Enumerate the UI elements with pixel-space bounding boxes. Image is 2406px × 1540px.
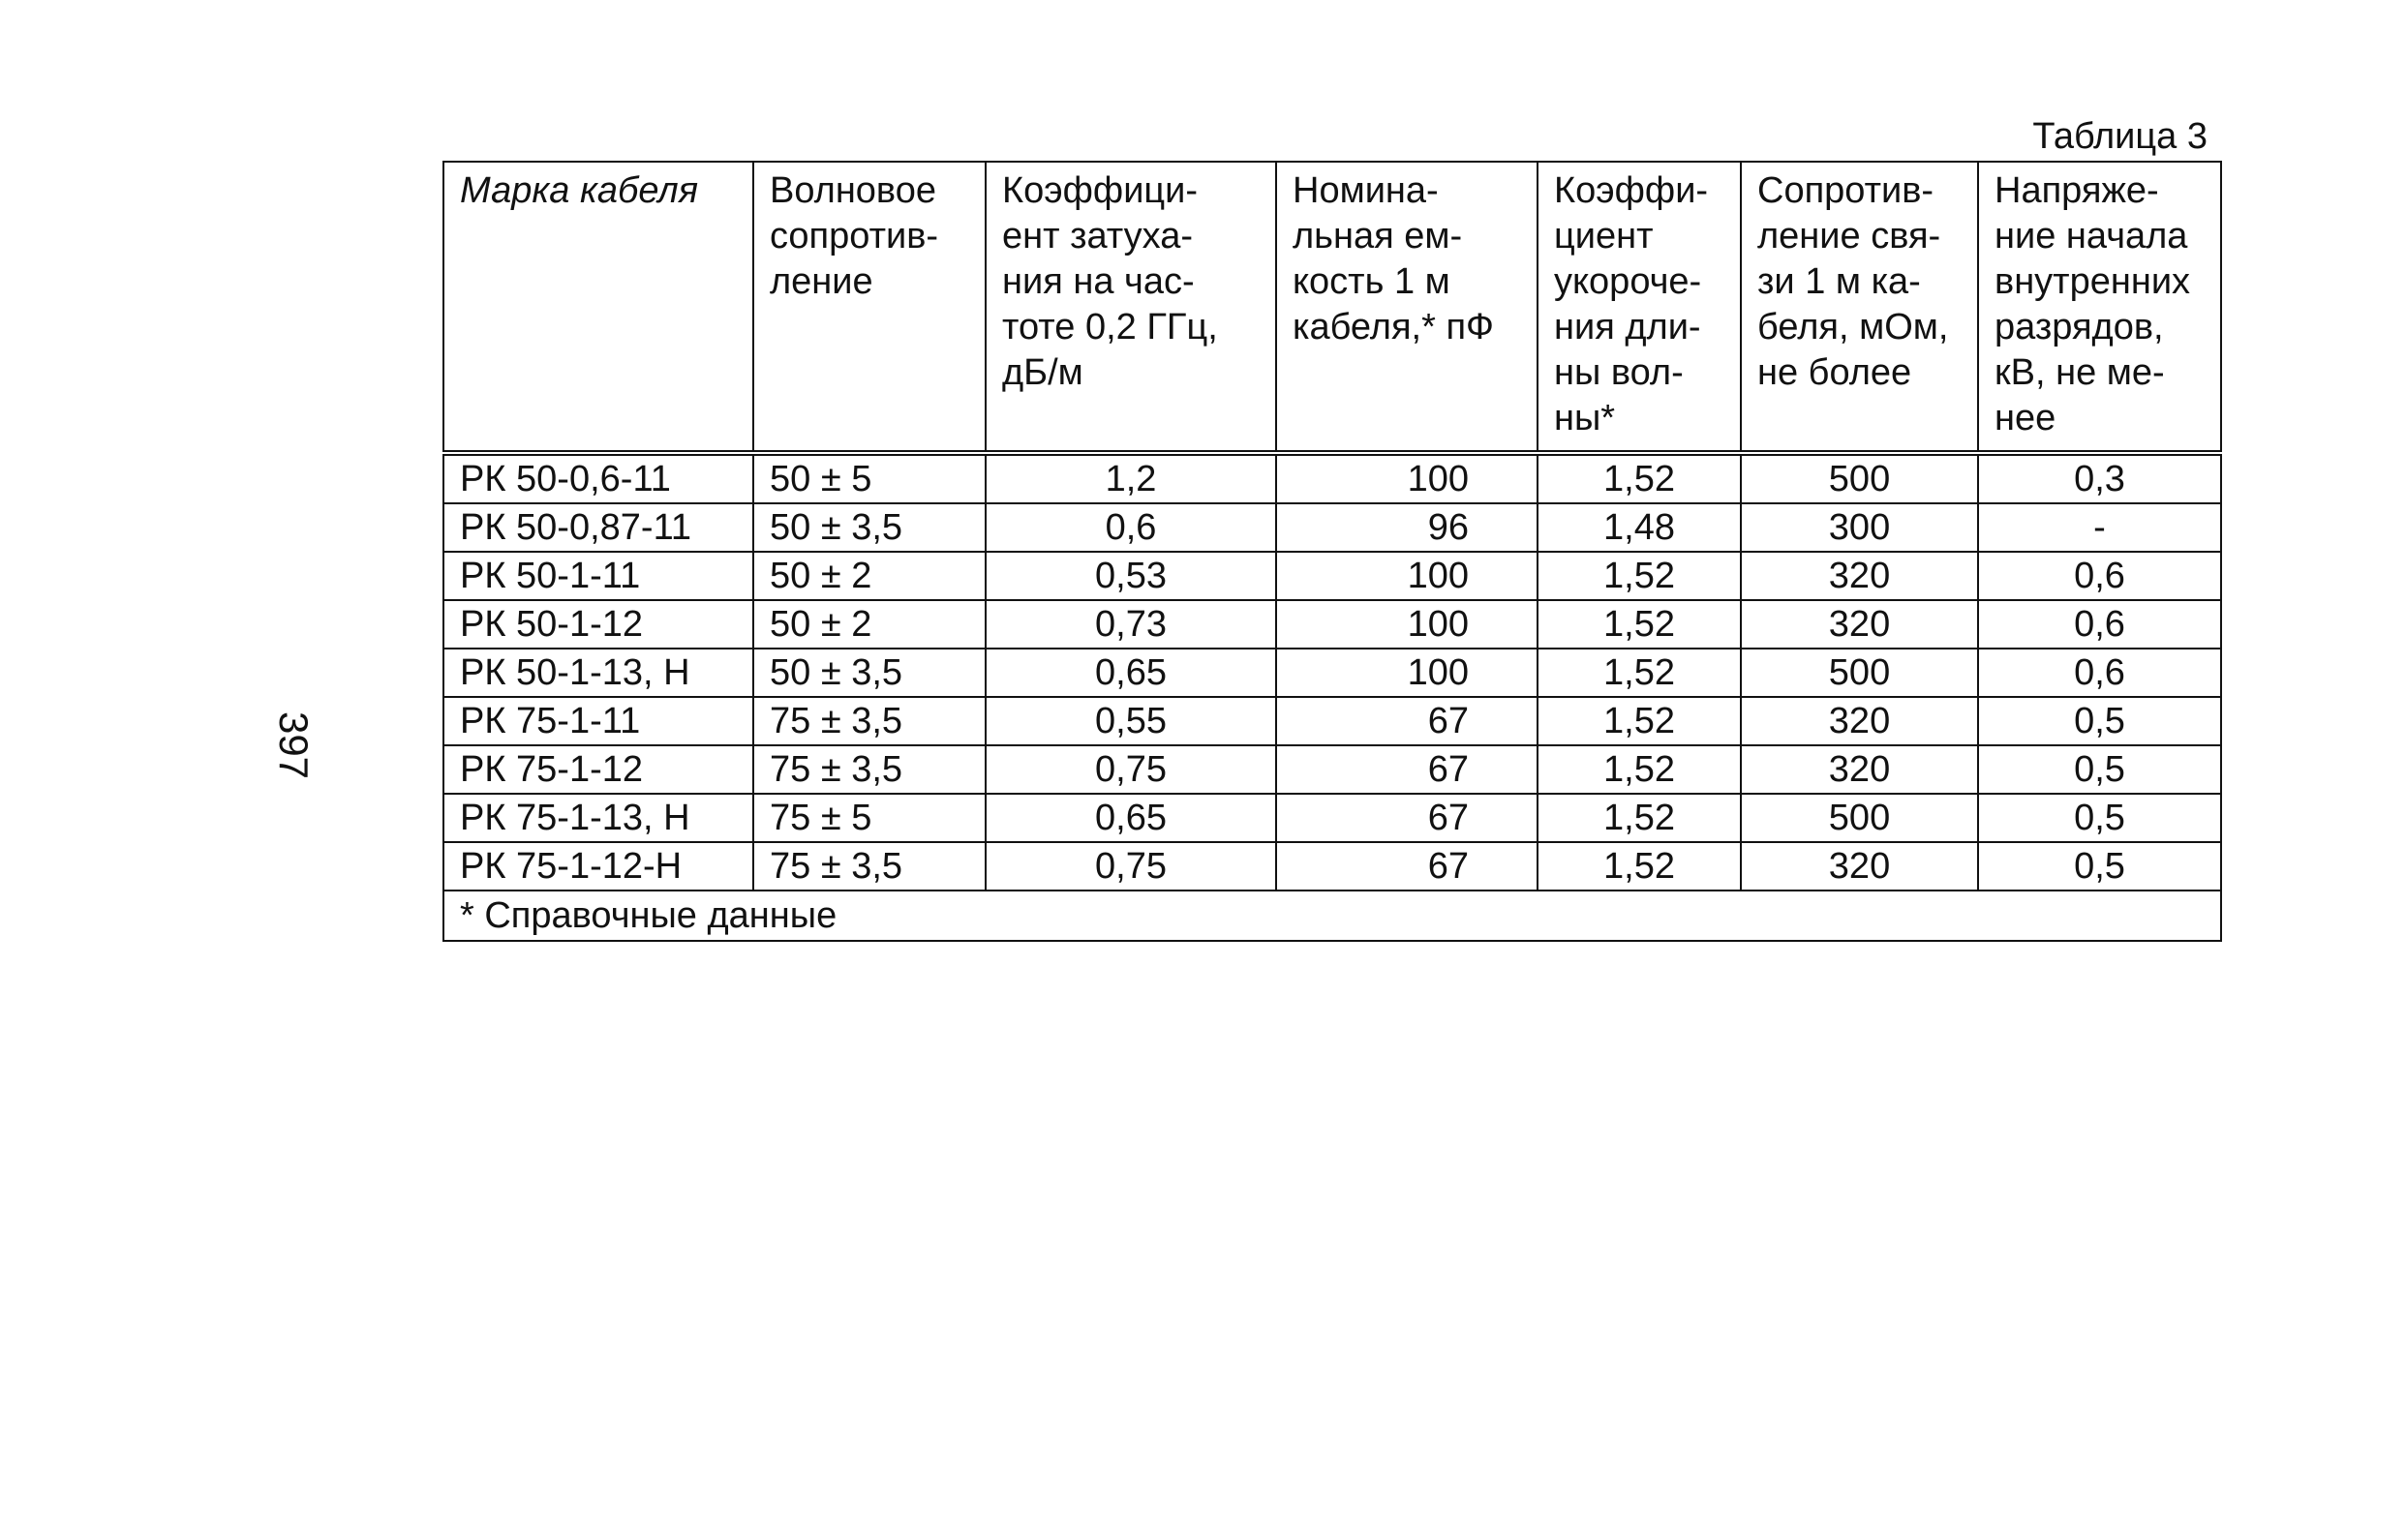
table-row	[443, 453, 2221, 503]
cell-discharge-voltage: 0,5	[1978, 697, 2221, 745]
cell-attenuation: 1,2	[986, 453, 1276, 503]
cell-capacitance: 100	[1276, 649, 1538, 697]
cell-coupling-resistance: 320	[1741, 745, 1978, 794]
cell-shortening-factor: 1,52	[1538, 552, 1741, 600]
column-header-wave-impedance: Волновое сопротив- ление	[753, 162, 986, 453]
cell-attenuation: 0,55	[986, 697, 1276, 745]
cell-shortening-factor: 1,52	[1538, 649, 1741, 697]
cell-coupling-resistance: 500	[1741, 453, 1978, 503]
table-row	[443, 600, 2221, 649]
cell-coupling-resistance: 320	[1741, 697, 1978, 745]
cable-table	[442, 161, 2222, 942]
cell-shortening-factor: 1,48	[1538, 503, 1741, 552]
header-row	[443, 162, 2221, 453]
cell-wave-impedance: 50 ± 2	[753, 552, 986, 600]
cell-cable-brand: РК 50-1-11	[443, 552, 753, 600]
cell-attenuation: 0,75	[986, 745, 1276, 794]
cell-wave-impedance: 50 ± 2	[753, 600, 986, 649]
cell-wave-impedance: 75 ± 3,5	[753, 697, 986, 745]
cell-attenuation: 0,75	[986, 842, 1276, 891]
column-header-capacitance: Номина- льная ем- кость 1 м кабеля,* пФ	[1276, 162, 1538, 453]
cell-capacitance: 100	[1276, 600, 1538, 649]
cell-wave-impedance: 50 ± 3,5	[753, 503, 986, 552]
cell-attenuation: 0,53	[986, 552, 1276, 600]
cell-attenuation: 0,65	[986, 649, 1276, 697]
page-number: 397	[271, 710, 317, 780]
cell-capacitance: 67	[1276, 842, 1538, 891]
cell-capacitance: 100	[1276, 552, 1538, 600]
cell-capacitance: 96	[1276, 503, 1538, 552]
cell-cable-brand: РК 75-1-11	[443, 697, 753, 745]
cell-wave-impedance: 50 ± 5	[753, 453, 986, 503]
cell-wave-impedance: 75 ± 3,5	[753, 745, 986, 794]
cell-wave-impedance: 50 ± 3,5	[753, 649, 986, 697]
table-caption: Таблица 3	[2032, 116, 2208, 157]
table-row	[443, 842, 2221, 891]
cell-coupling-resistance: 500	[1741, 649, 1978, 697]
cell-coupling-resistance: 320	[1741, 600, 1978, 649]
column-header-coupling-resistance: Сопротив- ление свя- зи 1 м ка- беля, мОм, не более	[1741, 162, 1978, 453]
cell-discharge-voltage: 0,5	[1978, 794, 2221, 842]
table-row	[443, 552, 2221, 600]
cell-shortening-factor: 1,52	[1538, 600, 1741, 649]
column-header-discharge-voltage: Напряже- ние начала внутренних разрядов, кВ, не ме- нее	[1978, 162, 2221, 453]
table-row	[443, 794, 2221, 842]
table-row	[443, 745, 2221, 794]
cell-coupling-resistance: 320	[1741, 842, 1978, 891]
cell-cable-brand: РК 75-1-13, Н	[443, 794, 753, 842]
table-row	[443, 503, 2221, 552]
table-row	[443, 649, 2221, 697]
cell-shortening-factor: 1,52	[1538, 745, 1741, 794]
cell-capacitance: 100	[1276, 453, 1538, 503]
cell-attenuation: 0,65	[986, 794, 1276, 842]
cell-discharge-voltage: 0,5	[1978, 745, 2221, 794]
cell-attenuation: 0,73	[986, 600, 1276, 649]
column-header-attenuation: Коэффици- ент затуха- ния на час- тоте 0,2 ГГц, дБ/м	[986, 162, 1276, 453]
cell-discharge-voltage: -	[1978, 503, 2221, 552]
cell-cable-brand: РК 50-1-12	[443, 600, 753, 649]
cell-cable-brand: РК 75-1-12-Н	[443, 842, 753, 891]
cell-cable-brand: РК 50-1-13, Н	[443, 649, 753, 697]
cell-capacitance: 67	[1276, 745, 1538, 794]
cell-cable-brand: РК 75-1-12	[443, 745, 753, 794]
cell-discharge-voltage: 0,3	[1978, 453, 2221, 503]
column-header-shortening-factor: Коэффи- циент укороче- ния дли- ны вол- ны*	[1538, 162, 1741, 453]
footnote-row	[443, 891, 2221, 941]
cell-coupling-resistance: 300	[1741, 503, 1978, 552]
cell-capacitance: 67	[1276, 697, 1538, 745]
cell-cable-brand: РК 50-0,6-11	[443, 453, 753, 503]
cell-cable-brand: РК 50-0,87-11	[443, 503, 753, 552]
cell-coupling-resistance: 500	[1741, 794, 1978, 842]
cell-shortening-factor: 1,52	[1538, 842, 1741, 891]
cell-wave-impedance: 75 ± 3,5	[753, 842, 986, 891]
cell-shortening-factor: 1,52	[1538, 697, 1741, 745]
cell-discharge-voltage: 0,6	[1978, 552, 2221, 600]
cell-discharge-voltage: 0,6	[1978, 649, 2221, 697]
footnote: * Справочные данные	[443, 891, 2221, 941]
cell-capacitance: 67	[1276, 794, 1538, 842]
table-row	[443, 697, 2221, 745]
column-header-cable-brand: Марка кабеля	[443, 162, 753, 453]
cell-wave-impedance: 75 ± 5	[753, 794, 986, 842]
cell-attenuation: 0,6	[986, 503, 1276, 552]
cell-coupling-resistance: 320	[1741, 552, 1978, 600]
cell-discharge-voltage: 0,6	[1978, 600, 2221, 649]
cell-discharge-voltage: 0,5	[1978, 842, 2221, 891]
cell-shortening-factor: 1,52	[1538, 794, 1741, 842]
cell-shortening-factor: 1,52	[1538, 453, 1741, 503]
